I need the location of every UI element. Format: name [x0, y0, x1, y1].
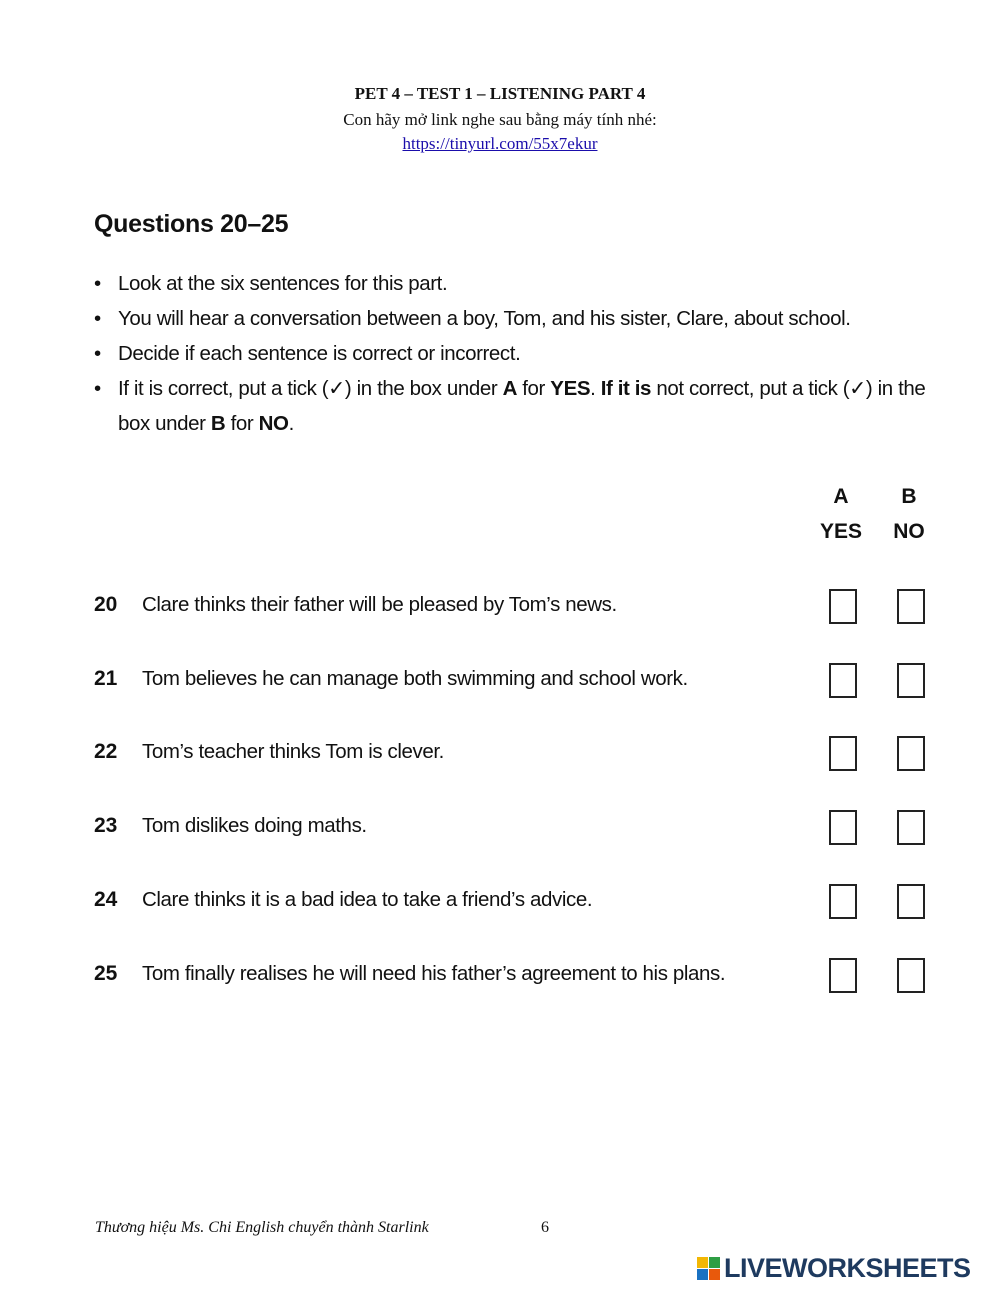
instruction-item: • Decide if each sentence is correct or incorrect.	[94, 336, 934, 371]
answer-box-yes[interactable]	[829, 810, 857, 845]
question-text: Tom’s teacher thinks Tom is clever.	[142, 740, 444, 763]
bullet-icon: •	[94, 377, 101, 400]
question-row-20	[94, 589, 934, 629]
question-text: Tom believes he can manage both swimming and school work.	[142, 667, 688, 690]
answer-box-yes[interactable]	[829, 958, 857, 993]
instruction-item: • If it is correct, put a tick (✓) in the box under A for YES. If it is not correct, put a tick (✓) in the box under B for NO.	[94, 371, 934, 441]
logo-tile	[697, 1257, 708, 1268]
answer-box-no[interactable]	[897, 958, 925, 993]
column-a-label: YES	[819, 520, 863, 543]
question-row-22	[94, 736, 934, 776]
answer-box-yes[interactable]	[829, 884, 857, 919]
page-number: 6	[541, 1219, 549, 1236]
answer-box-yes[interactable]	[829, 736, 857, 771]
answer-box-no[interactable]	[897, 589, 925, 624]
brand-name: LIVEWORKSHEETS	[724, 1252, 971, 1283]
column-a-header	[811, 479, 871, 549]
question-number: 20	[94, 593, 118, 616]
column-b-letter: B	[901, 485, 917, 508]
instructions-list	[94, 266, 934, 441]
question-number: 24	[94, 888, 118, 911]
question-row-25	[94, 958, 934, 998]
answer-box-yes[interactable]	[829, 663, 857, 698]
logo-tile	[697, 1269, 708, 1280]
logo-tile	[709, 1269, 720, 1280]
bullet-icon: •	[94, 342, 101, 365]
bullet-icon: •	[94, 307, 101, 330]
audio-link[interactable]: https://tinyurl.com/55x7ekur	[402, 134, 598, 153]
questions-heading: Questions 20–25	[94, 210, 289, 238]
question-text: Tom dislikes doing maths.	[142, 814, 367, 837]
question-number: 25	[94, 962, 118, 985]
bullet-icon: •	[94, 272, 101, 295]
column-a-letter: A	[833, 485, 849, 508]
logo-tile	[709, 1257, 720, 1268]
liveworksheets-icon	[697, 1257, 720, 1280]
document-subtitle: Con hãy mở link nghe sau bằng máy tính nhé:	[343, 110, 657, 129]
document-title: PET 4 – TEST 1 – LISTENING PART 4	[354, 84, 646, 103]
instruction-item: • Look at the six sentences for this part.	[94, 266, 934, 301]
liveworksheets-logo	[697, 1252, 971, 1284]
column-b-header	[879, 479, 939, 549]
answer-box-no[interactable]	[897, 663, 925, 698]
question-text: Clare thinks it is a bad idea to take a friend’s advice.	[142, 888, 593, 911]
instruction-item: • You will hear a conversation between a boy, Tom, and his sister, Clare, about school.	[94, 301, 934, 336]
footer-text: Thương hiệu Ms. Chi English chuyển thành Starlink	[95, 1219, 429, 1236]
column-b-label: NO	[893, 520, 925, 543]
answer-box-yes[interactable]	[829, 589, 857, 624]
question-number: 22	[94, 740, 118, 763]
question-text: Tom finally realises he will need his father’s agreement to his plans.	[142, 962, 726, 985]
question-row-23	[94, 810, 934, 850]
answer-box-no[interactable]	[897, 736, 925, 771]
question-number: 21	[94, 667, 118, 690]
answer-box-no[interactable]	[897, 810, 925, 845]
question-row-21	[94, 663, 934, 703]
question-text: Clare thinks their father will be pleased by Tom’s news.	[142, 593, 617, 616]
answer-box-no[interactable]	[897, 884, 925, 919]
question-number: 23	[94, 814, 118, 837]
question-row-24	[94, 884, 934, 924]
